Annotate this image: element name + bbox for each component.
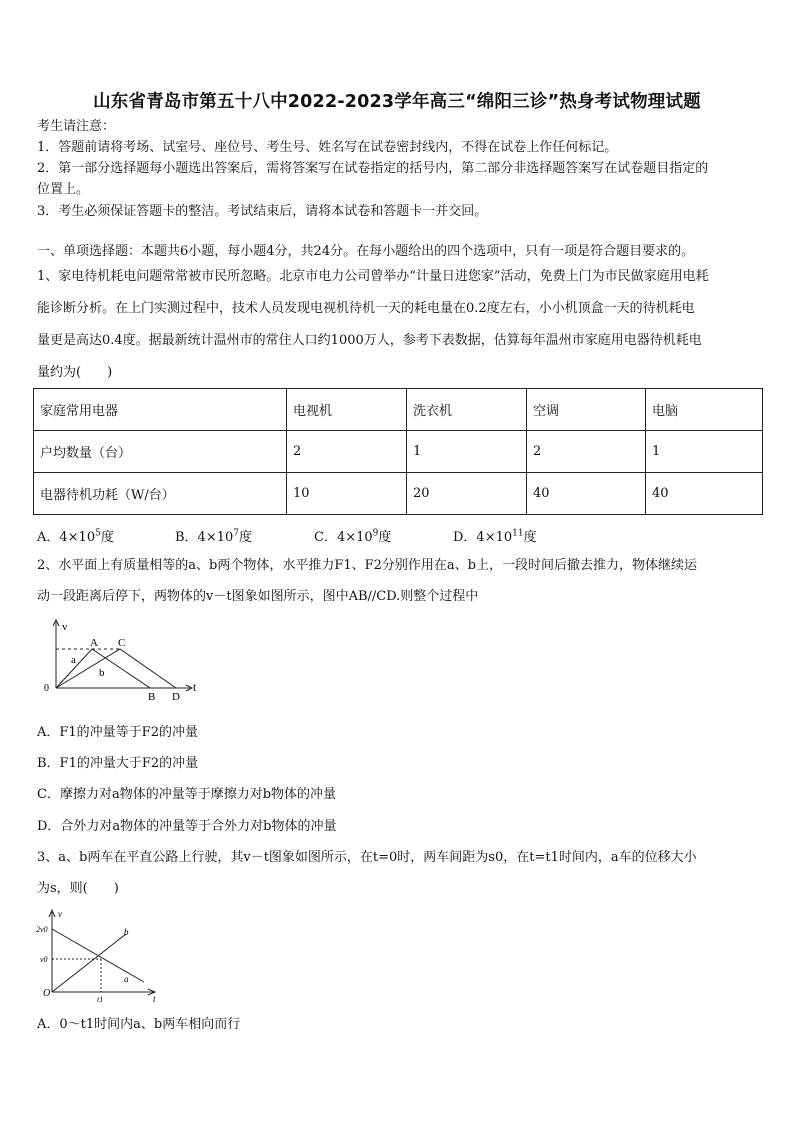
line-b-label: b: [124, 927, 129, 937]
q3-option-a: A．0～t1时间内a、b两车相向而行: [37, 1017, 241, 1032]
table-header-cell: 洗衣机: [407, 389, 527, 431]
table-row: [34, 473, 763, 515]
table-cell: 20: [407, 473, 527, 515]
x-axis-label: t: [153, 994, 156, 1004]
table-cell: 40: [646, 473, 763, 515]
q1-line-2: 能诊断分析。在上门实测过程中，技术人员发现电视机待机一天的耗电量在0.2度左右，小小机顶盒一天的待机耗电: [37, 301, 695, 316]
point-c-label: C: [118, 637, 126, 649]
q3-line-1: 3、a、b两车在平直公路上行驶，其v－t图象如图所示，在t=0时，两车间距为s0，在t=t1时间内，a车的位移大小: [37, 850, 697, 865]
q1-options: [37, 526, 537, 545]
q2-option-b: B．F1的冲量大于F2的冲量: [37, 756, 199, 771]
q2-line-1: 2、水平面上有质量相等的a、b两个物体，水平推力F1、F2分别作用在a、b上，一段时间后撤去推力，物体继续运: [37, 558, 697, 573]
q2-line-2: 动一段距离后停下，两物体的v－t图象如图所示，图中AB//CD.则整个过程中: [37, 589, 479, 604]
q1-line-4: 量约为( ): [37, 365, 113, 380]
q2-vt-graph: [40, 616, 205, 702]
exam-title: 山东省青岛市第五十八中2022-2023学年高三“绵阳三诊”热身考试物理试题: [93, 92, 701, 112]
curve-b-label: b: [99, 667, 105, 679]
y-axis-label: v: [62, 621, 68, 633]
q1-line-1: 1、家电待机耗电问题常常被市民所忽略。北京市电力公司曾举办“计量日进您家”活动，免费上门为市民做家庭用电耗: [37, 269, 709, 284]
table-cell: 40: [527, 473, 646, 515]
table-cell: 10: [287, 473, 407, 515]
q1-option-b: B．$4\times 10^7$度: [175, 528, 253, 545]
point-b-label: B: [148, 691, 156, 702]
q1-option-a: A．$4\times 10^5$度: [37, 528, 114, 545]
table-cell: 1: [646, 431, 763, 473]
table-header-cell: 电脑: [646, 389, 763, 431]
tick-t1: t1: [97, 995, 104, 1004]
table-header-cell: 家庭常用电器: [34, 389, 287, 431]
q1-line-3: 量更是高达0.4度。据最新统计温州市的常住人口约1000万人，参考下表数据，估算每年温州市家庭用电器待机耗电: [37, 333, 702, 348]
q2-option-a: A．F1的冲量等于F2的冲量: [37, 725, 198, 740]
table-cell: 电器待机功耗（W/台）: [34, 473, 287, 515]
notice-item-1: 1．答题前请将考场、试室号、座位号、考生号、姓名写在试卷密封线内，不得在试卷上作任何标记。: [37, 140, 618, 155]
q1-option-c: C．$4\times 10^9$度: [314, 528, 392, 545]
q1-option-d: D．$4\times 10^{11}$度: [453, 528, 537, 545]
q3-line-2: 为s，则( ): [37, 881, 119, 896]
section-heading: 一、单项选择题：本题共6小题，每小题4分，共24分。在每小题给出的四个选项中，只有一项是符合题目要求的。: [37, 244, 695, 259]
origin-label: O: [43, 988, 51, 999]
notice-header: 考生请注意：: [37, 119, 116, 134]
q3-vt-graph: [34, 906, 164, 1004]
notice-item-2: 2．第一部分选择题每小题选出答案后，需将答案写在试卷指定的括号内，第二部分非选择题答案写在试卷题目指定的: [37, 161, 709, 176]
origin-label: 0: [44, 683, 49, 694]
x-axis-label: t: [193, 680, 197, 694]
table-cell: 户均数量（台）: [34, 431, 287, 473]
curve-a-label: a: [71, 654, 76, 666]
tick-2v0: 2v0: [36, 925, 48, 934]
line-b: [52, 934, 126, 992]
point-d-label: D: [172, 691, 180, 702]
table-cell: 2: [527, 431, 646, 473]
table-row: [34, 431, 763, 473]
table-header-row: [34, 389, 763, 431]
line-a-label: a: [124, 974, 129, 984]
q2-option-c: C．摩擦力对a物体的冲量等于摩擦力对b物体的冲量: [37, 787, 337, 802]
table-cell: 2: [287, 431, 407, 473]
notice-item-2-cont: 位置上。: [37, 182, 90, 197]
q2-option-d: D．合外力对a物体的冲量等于合外力对b物体的冲量: [37, 819, 337, 834]
table-cell: 1: [407, 431, 527, 473]
table-header-cell: 空调: [527, 389, 646, 431]
y-axis-label: v: [58, 909, 62, 919]
point-a-label: A: [90, 637, 98, 649]
notice-item-3: 3．考生必须保证答题卡的整洁。考试结束后，请将本试卷和答题卡一并交回。: [37, 204, 488, 219]
appliance-table: [33, 388, 763, 515]
tick-v0: v0: [40, 955, 48, 964]
table-header-cell: 电视机: [287, 389, 407, 431]
